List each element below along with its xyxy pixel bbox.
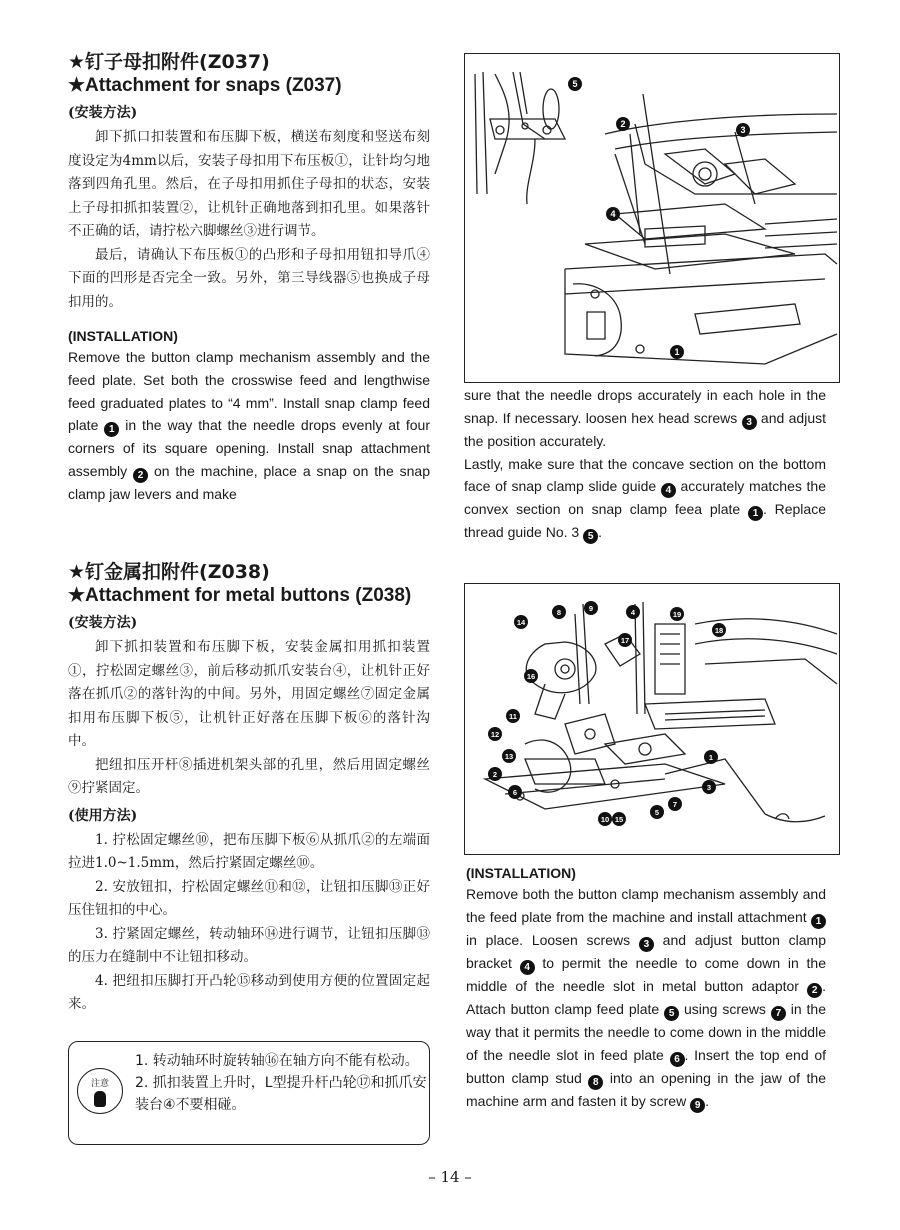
section2-title-zh: ★钉金属扣附件(Z038) bbox=[68, 561, 270, 583]
callout-1: 1 bbox=[104, 422, 119, 437]
usage-item-1: 1. 拧松固定螺丝⑩，把布压脚下板⑥从抓爪②的左端面拉进1.0~1.5mm，然后拧紧固定螺丝⑩。 bbox=[68, 831, 430, 871]
callout-s2-2: 2 bbox=[807, 983, 822, 998]
fig2-callout-5: 5 bbox=[654, 808, 660, 817]
fig2-callout-9: 9 bbox=[588, 604, 594, 613]
section1-right-column bbox=[464, 384, 826, 544]
section1-installation-text-right: sure that the needle drops accurately in each hole in the snap. If necessary. loosen hex head screws 3 and adjust the position accurately. Lastly, make sure that the concave section on the bottom face of snap clamp slide guide 4 accurately matches the convex section on snap clamp feea plate 1 . Replace thread guide No. 3 5 . bbox=[464, 387, 826, 543]
section1-title-en: ★Attachment for snaps (Z037) bbox=[68, 75, 342, 96]
hand-icon bbox=[94, 1091, 106, 1107]
fig2-callout-10: 10 bbox=[600, 815, 610, 824]
section2-usage-heading: (使用方法) bbox=[68, 807, 138, 824]
fig2-callout-15: 15 bbox=[614, 815, 624, 824]
callout-2: 2 bbox=[133, 468, 148, 483]
snap-attachment-illustration bbox=[465, 54, 839, 382]
section2-para2-zh: 把纽扣压开杆⑧插进机架头部的孔里，然后用固定螺丝⑨拧紧固定。 bbox=[68, 756, 430, 796]
callout-s2-7: 7 bbox=[771, 1006, 786, 1021]
snap-attachment-figure bbox=[464, 53, 840, 383]
section2-installation-text: Remove both the button clamp mechanism assembly and the feed plate from the machine and install attachment 1 in place. Loosen screws 3 and adjust button clamp bracket 4 to permit the needle to come down in the middle of the needle slot in metal button adaptor 2 . Attach button clamp feed plate 5 using screws 7 in the way that it permits the needle to come down in the middle of the needle slot in feed plate 6 . Insert the top end of button clamp stud 8 into an opening in the jaw of the machine arm and fasten it by screw 9 . bbox=[466, 886, 827, 1111]
section1-installation-heading: (INSTALLATION) bbox=[68, 328, 178, 344]
fig1-callout-3: 3 bbox=[740, 125, 746, 135]
fig2-callout-1: 1 bbox=[708, 753, 714, 762]
caution-note-text bbox=[135, 1050, 433, 1116]
section2-installation-heading: (INSTALLATION) bbox=[466, 865, 576, 881]
fig2-callout-13: 13 bbox=[504, 752, 514, 761]
caution-note-box bbox=[68, 1041, 430, 1145]
note-item-1: 1. 转动轴环时旋转轴⑯在轴方向不能有松动。 bbox=[135, 1053, 419, 1069]
section1-para2-zh: 最后，请确认下布压板①的凸形和子母扣用钮扣导爪④下面的凹形是否完全一致。另外，第三导线器⑤也换成子母扣用的。 bbox=[68, 246, 430, 310]
section2-method-heading: (安装方法) bbox=[68, 615, 138, 631]
callout-s2-4: 4 bbox=[520, 960, 535, 975]
fig2-callout-6: 6 bbox=[512, 788, 518, 797]
section1-installation-text-left: Remove the button clamp mechanism assembly and the feed plate. Set both the crosswise feed and lengthwise feed graduated plates to “4 mm”. Install snap clamp feed plate 1 in the way that the needle drops evenly at four corners of its square opening. Install snap attachment assembly 2 on the machine, place a snap on the snap clamp jaw levers and make bbox=[68, 349, 431, 503]
callout-5: 5 bbox=[583, 529, 598, 544]
callout-s2-3: 3 bbox=[639, 937, 654, 952]
section2-left-column bbox=[68, 560, 430, 1017]
section2-para1-zh: 卸下抓扣装置和布压脚下板，安装金属扣用抓扣装置①，拧松固定螺丝③，前后移动抓爪安装台④，让机针正好落在抓爪②的落针沟的中间。另外，用固定螺丝⑦固定金属扣用布压脚下板⑤，让机针正好落在压脚下板⑥的落针沟中。 bbox=[68, 639, 430, 749]
fig2-callout-2: 2 bbox=[492, 770, 498, 779]
page-number: – 14 – bbox=[428, 1168, 472, 1186]
usage-item-4: 4. 把纽扣压脚打开凸轮⑮移动到使用方便的位置固定起来。 bbox=[68, 972, 430, 1012]
fig2-callout-19: 19 bbox=[672, 610, 682, 619]
fig2-callout-3: 3 bbox=[706, 783, 712, 792]
fig2-callout-11: 11 bbox=[509, 712, 517, 721]
caution-icon-label: 注意 bbox=[90, 1079, 109, 1089]
callout-s2-5: 5 bbox=[664, 1006, 679, 1021]
metal-button-attachment-illustration bbox=[465, 584, 839, 854]
callout-s2-8: 8 bbox=[588, 1075, 603, 1090]
fig2-callout-8: 8 bbox=[556, 608, 562, 617]
callout-1b: 1 bbox=[748, 506, 763, 521]
section1-para1-zh: 卸下抓口扣装置和布压脚下板，横送布刻度和竖送布刻度设定为4mm以后，安装子母扣用下布压板①，让针均匀地落到四角孔里。然后，在子母扣用抓住子母扣的状态，安装上子母扣抓扣装置②，让机针正确地落到扣孔里。如果落针不正确的话，请拧松六脚螺丝③进行调节。 bbox=[68, 129, 430, 239]
fig2-callout-7: 7 bbox=[672, 800, 678, 809]
callout-s2-1: 1 bbox=[811, 914, 826, 929]
fig2-callout-18: 18 bbox=[714, 626, 724, 635]
fig2-callout-12: 12 bbox=[490, 730, 500, 739]
caution-hand-icon bbox=[77, 1068, 123, 1114]
callout-3: 3 bbox=[742, 415, 757, 430]
fig2-callout-4: 4 bbox=[630, 608, 636, 617]
usage-item-3: 3. 拧紧固定螺丝，转动轴环⑭进行调节，让钮扣压脚⑬的压力在缝制中不让钮扣移动。 bbox=[68, 925, 430, 965]
callout-4: 4 bbox=[661, 483, 676, 498]
fig2-callout-16: 16 bbox=[526, 672, 536, 681]
callout-s2-6: 6 bbox=[670, 1052, 685, 1067]
usage-item-2: 2. 安放钮扣，拧松固定螺丝⑪和⑫，让钮扣压脚⑬正好压住钮扣的中心。 bbox=[68, 878, 430, 918]
section1-left-column bbox=[68, 50, 430, 506]
section1-title-zh: ★钉子母扣附件(Z037) bbox=[68, 51, 270, 73]
fig1-callout-2: 2 bbox=[620, 119, 626, 129]
section2-right-column bbox=[466, 863, 826, 1113]
fig2-callout-17: 17 bbox=[620, 636, 630, 645]
section2-title-en: ★Attachment for metal buttons (Z038) bbox=[68, 585, 412, 606]
fig1-callout-5: 5 bbox=[572, 79, 578, 89]
metal-button-attachment-figure bbox=[464, 583, 840, 855]
fig2-callout-14: 14 bbox=[516, 618, 526, 627]
note-item-2: 2. 抓扣装置上升时，L型提升杆凸轮⑰和抓爪安装台④不要相碰。 bbox=[135, 1075, 427, 1113]
section1-method-heading: (安装方法) bbox=[68, 105, 138, 121]
callout-s2-9: 9 bbox=[690, 1098, 705, 1113]
fig1-callout-4: 4 bbox=[610, 209, 616, 219]
fig1-callout-1: 1 bbox=[674, 347, 680, 357]
